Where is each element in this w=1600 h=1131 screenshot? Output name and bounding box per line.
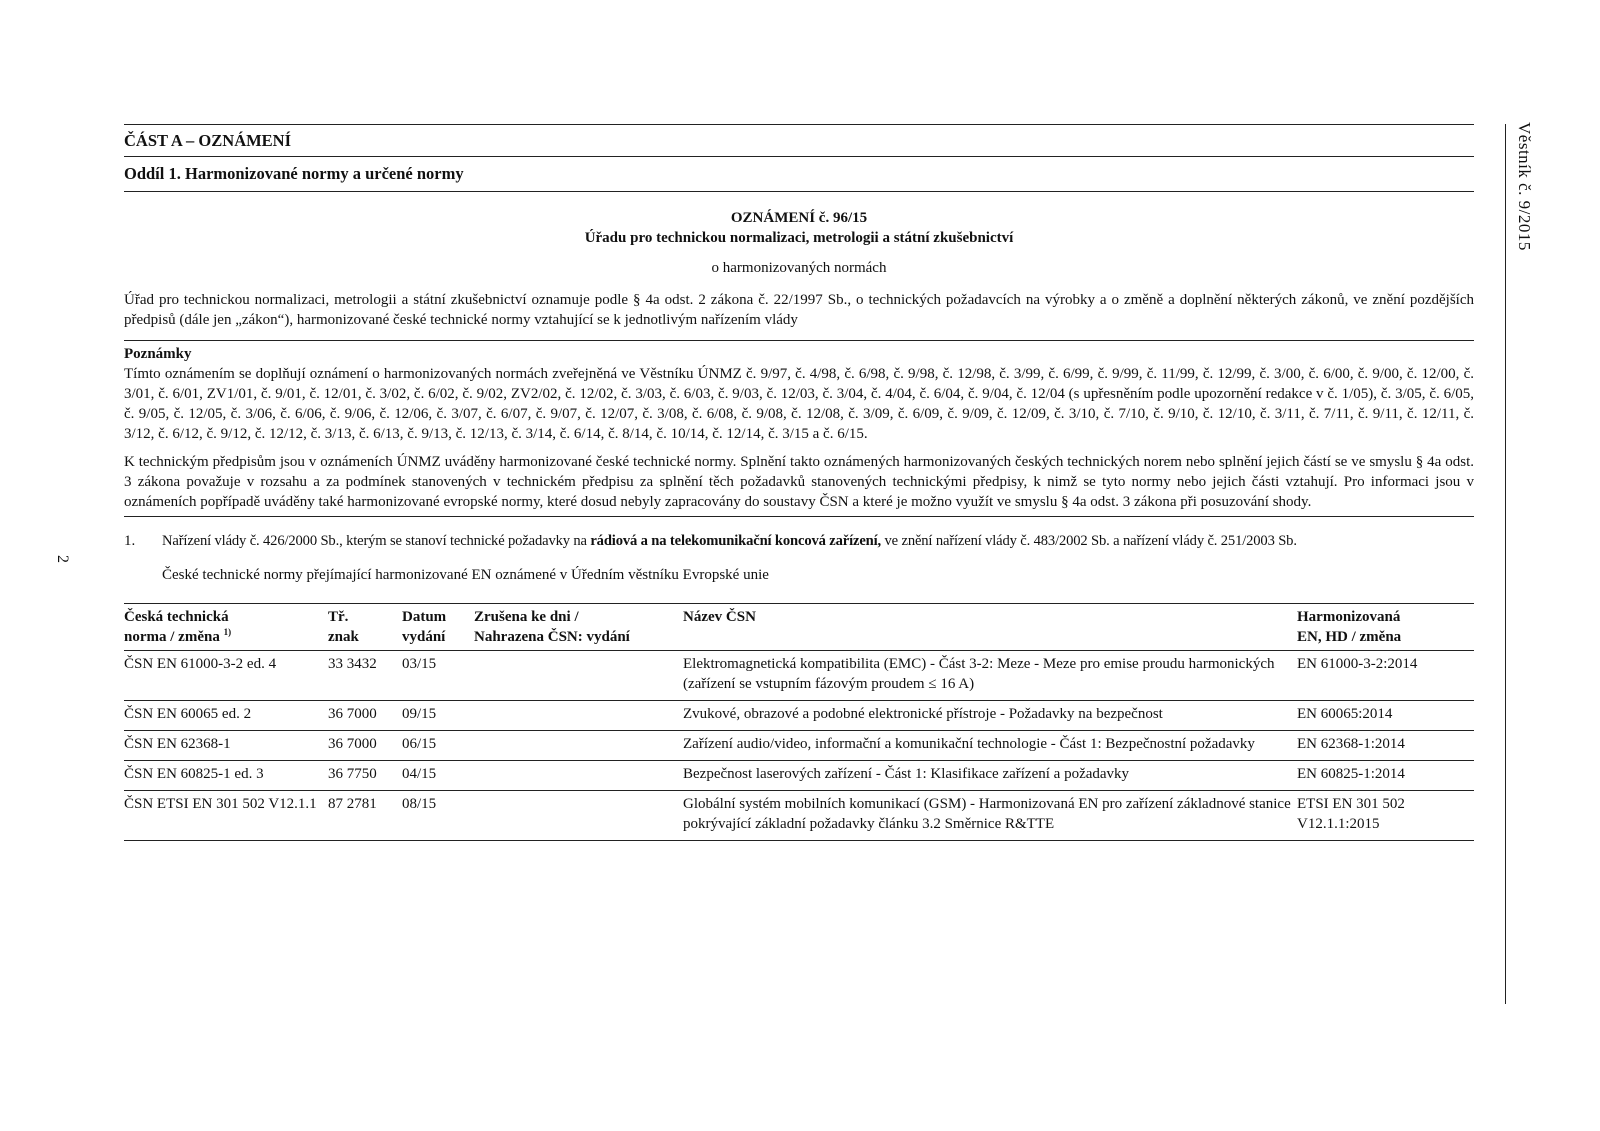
cell-replaced (474, 731, 683, 761)
item-text-before: Nařízení vlády č. 426/2000 Sb., kterým se stanoví technické požadavky na (162, 533, 591, 549)
page-number: 2 (54, 555, 71, 563)
cell-code: 33 3432 (328, 651, 402, 701)
cell-replaced (474, 791, 683, 841)
table-row (124, 791, 1474, 841)
table-row (124, 761, 1474, 791)
cell-norm: ČSN EN 60825-1 ed. 3 (124, 761, 328, 791)
cell-date: 09/15 (402, 701, 474, 731)
cell-norm: ČSN ETSI EN 301 502 V12.1.1 (124, 791, 328, 841)
cell-date: 04/15 (402, 761, 474, 791)
header-title: Název ČSN (683, 604, 1297, 651)
table-header-row (124, 604, 1474, 651)
sidebar-divider (1505, 124, 1506, 1004)
notice-topic: o harmonizovaných normách (711, 260, 887, 276)
item-text-after: ve znění nařízení vlády č. 483/2002 Sb. a nařízení vlády č. 251/2003 Sb. (881, 533, 1297, 549)
cell-harmonized: ETSI EN 301 502 V12.1.1:2015 (1297, 791, 1474, 841)
cell-harmonized: EN 60065:2014 (1297, 701, 1474, 731)
divider (124, 340, 1474, 341)
section-heading: Oddíl 1. Harmonizované normy a určené normy (124, 164, 464, 183)
divider (124, 516, 1474, 517)
cell-title: Zařízení audio/video, informační a komunikační technologie - Část 1: Bezpečnostní požadavky (683, 731, 1297, 761)
cell-code: 36 7000 (328, 731, 402, 761)
cell-code: 36 7000 (328, 701, 402, 731)
cell-date: 08/15 (402, 791, 474, 841)
item-number: 1. (124, 533, 136, 549)
standards-table (124, 603, 1474, 841)
document-page (124, 124, 1474, 841)
cell-title: Globální systém mobilních komunikací (GSM) - Harmonizovaná EN pro zařízení základnové stanice pokrývající základní požadavky článku 3.2 Směrnice R&TTE (683, 791, 1297, 841)
table-row (124, 651, 1474, 701)
cell-title: Zvukové, obrazové a podobné elektronické přístroje - Požadavky na bezpečnost (683, 701, 1297, 731)
item-text-bold: rádiová a na telekomunikační koncová zařízení, (590, 533, 882, 549)
notice-issuer: Úřadu pro technickou normalizaci, metrologii a státní zkušebnictví (584, 230, 1014, 246)
cell-harmonized: EN 60825-1:2014 (1297, 761, 1474, 791)
cell-date: 06/15 (402, 731, 474, 761)
part-heading: ČÁST A – OZNÁMENÍ (124, 131, 292, 150)
header-norm: Česká technická norma / změna $^{1)}$ (124, 604, 328, 651)
table-row (124, 701, 1474, 731)
cell-replaced (474, 701, 683, 731)
regulation-item (124, 531, 1474, 551)
header-code: Tř. znak (328, 604, 402, 651)
header-harmonized: Harmonizovaná EN, HD / změna (1297, 604, 1474, 651)
notes-title: Poznámky (124, 346, 192, 362)
notes-paragraph: K technickým předpisům jsou v oznámeních ÚNMZ uváděny harmonizované české technické normy. Splnění takto oznámených harmonizovaných českých technických norem nebo splnění jejich částí se ve smyslu § 4a odst. 3 zákona považuje v rozsahu a za podmínek stanovených v technickém předpisu za splnění těch požadavků stanovených technickými předpisy, k nimž se tyto normy nebo jejich části vztahují. Pro informaci jsou v oznámeních popřípadě uváděny také harmonizované evropské normy, které dosud nebyly zapracovány do soustavy ČSN a které je možno využít ve smyslu § 4a odst. 3 zákona při posuzování shody. (124, 454, 1474, 510)
notice-intro: Úřad pro technickou normalizaci, metrologii a státní zkušebnictví oznamuje podle § 4a odst. 2 zákona č. 22/1997 Sb., o technických požadavcích na výrobky a o změně a doplnění některých zákonů, ve znění pozdějších předpisů (dále jen „zákon“), harmonizované české technické normy vztahující se k jednotlivým nařízením vlády (124, 292, 1474, 328)
cell-code: 36 7750 (328, 761, 402, 791)
cell-replaced (474, 651, 683, 701)
header-date: Datum vydání (402, 604, 474, 651)
cell-code: 87 2781 (328, 791, 402, 841)
divider (124, 191, 1474, 192)
cell-title: Bezpečnost laserových zařízení - Část 1: Klasifikace zařízení a požadavky (683, 761, 1297, 791)
table-caption: České technické normy přejímající harmonizované EN oznámené v Úředním věstníku Evropské unie (162, 567, 769, 583)
cell-harmonized: EN 61000-3-2:2014 (1297, 651, 1474, 701)
table-row (124, 731, 1474, 761)
cell-norm: ČSN EN 61000-3-2 ed. 4 (124, 651, 328, 701)
header-replaced: Zrušena ke dni / Nahrazena ČSN: vydání (474, 604, 683, 651)
cell-norm: ČSN EN 60065 ed. 2 (124, 701, 328, 731)
journal-issue-header: Věstník č. 9/2015 (1515, 122, 1534, 251)
cell-replaced (474, 761, 683, 791)
item-text (162, 531, 1474, 551)
cell-harmonized: EN 62368-1:2014 (1297, 731, 1474, 761)
cell-norm: ČSN EN 62368-1 (124, 731, 328, 761)
notice-title: OZNÁMENÍ č. 96/15 (730, 210, 868, 226)
notes-text: Tímto oznámením se doplňují oznámení o harmonizovaných normách zveřejněná ve Věstníku ÚNMZ č. 9/97, č. 4/98, č. 6/98, č. 9/98, č. 12/98, č. 3/99, č. 6/99, č. 9/99, č. 11/99, č. 12/99, č. 3/00, č. 6/00, č. 9/00, č. 12/00, č. 3/01, č. 6/01, ZV1/01, č. 9/01, č. 12/01, č. 3/02, č. 6/02, č. 9/02, ZV2/02, č. 12/02, č. 3/03, č. 6/03, č. 9/03, č. 12/03, č. 3/04, č. 4/04, č. 6/04, č. 9/04, č. 12/04 (s upřesněním podle upozornění redakce v č. 1/05), č. 3/05, č. 6/05, č. 9/05, č. 12/05, č. 3/06, č. 6/06, č. 9/06, č. 12/06, č. 3/07, č. 6/07, č. 9/07, č. 12/07, č. 3/08, č. 6/08, č. 9/08, č. 12/08, č. 3/09, č. 6/09, č. 9/09, č. 12/09, č. 3/10, č. 7/10, č. 9/10, č. 12/10, č. 3/11, č. 7/11, č. 9/11, č. 12/11, č. 3/12, č. 6/12, č. 9/12, č. 12/12, č. 3/13, č. 6/13, č. 9/13, č. 12/13, č. 3/14, č. 6/14, č. 8/14, č. 10/14, č. 12/14, č. 3/15 a č. 6/15. (124, 366, 1474, 442)
cell-title: Elektromagnetická kompatibilita (EMC) - Část 3-2: Meze - Meze pro emise proudu harmonických (zařízení se vstupním fázovým proudem ≤ 16 A) (683, 651, 1297, 701)
cell-date: 03/15 (402, 651, 474, 701)
